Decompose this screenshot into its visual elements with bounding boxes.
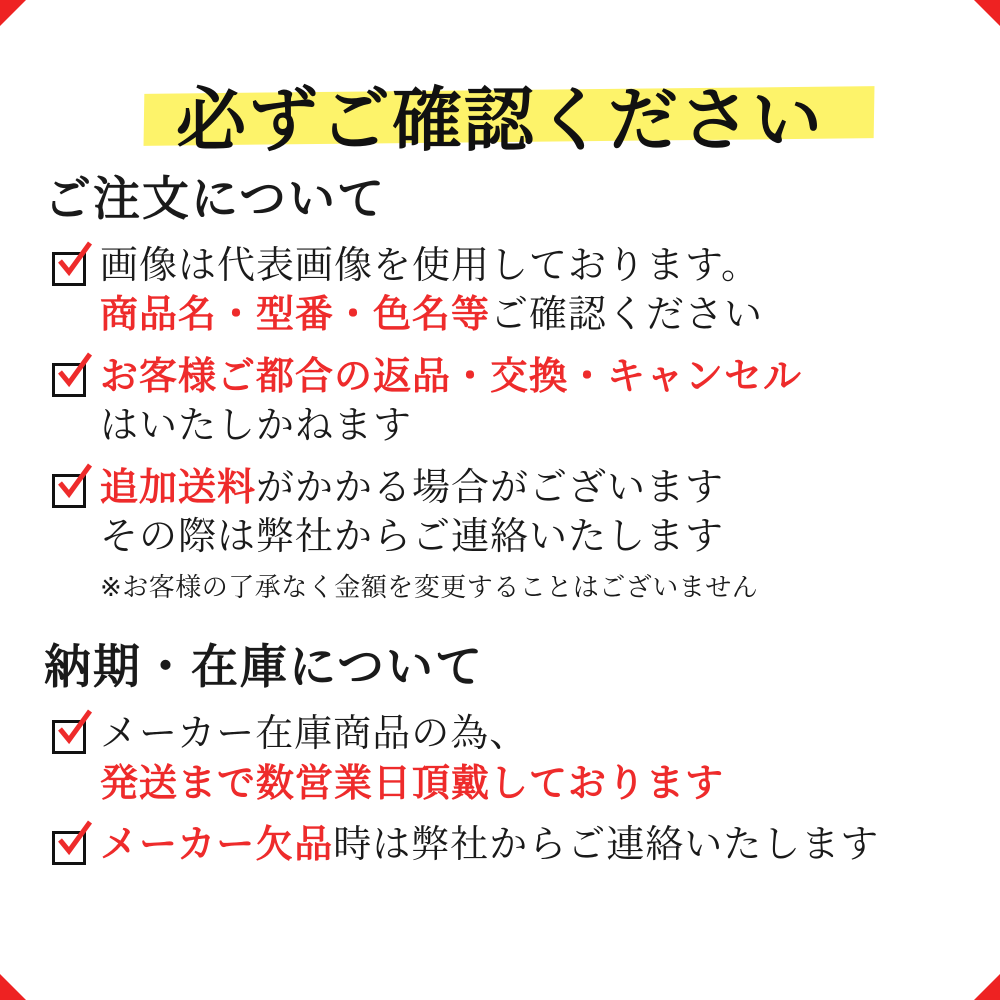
checkbox-checked-icon [50, 360, 92, 402]
check-mark-icon [54, 241, 94, 283]
list-item [50, 241, 1000, 340]
list-item [50, 463, 1000, 605]
emphasis-text: 追加送料 [100, 464, 257, 509]
list-item-line [100, 463, 1000, 512]
plain-text: がかかる場合がございます [256, 464, 725, 509]
emphasis-text: 商品名・型番・色名等 [100, 292, 491, 337]
corner-accent-top-right [974, 0, 1000, 26]
plain-text: 時は弊社からご連絡いたします [333, 822, 880, 867]
list-item [50, 709, 1000, 808]
list-item-line: メーカー在庫商品の為、 [100, 711, 529, 756]
check-mark-icon [54, 709, 94, 751]
list-item-line [100, 820, 1000, 869]
list-item-text [100, 709, 1000, 808]
list-item-line: その際は弊社からご連絡いたします [100, 513, 725, 558]
list-item-note: ※お客様の了承なく金額を変更することはございません [100, 573, 759, 604]
list-item-line: はいたしかねます [100, 403, 413, 448]
list-item-line: 発送まで数営業日頂戴しております [100, 760, 725, 805]
emphasis-text: メーカー欠品 [100, 822, 334, 867]
page-title-wrap [0, 40, 1000, 161]
section-heading: ご注文について [44, 172, 387, 227]
corner-accent-bottom-left [0, 974, 26, 1000]
check-mark-icon [54, 463, 94, 505]
check-mark-icon [54, 352, 94, 394]
checkbox-checked-icon [50, 249, 92, 291]
checkbox-checked-icon [50, 828, 92, 870]
page-title: 必ずご確認ください [176, 79, 824, 161]
list-item [50, 820, 1000, 870]
list-item [50, 352, 1000, 451]
list-item-line: お客様ご都合の返品・交換・キャンセル [100, 353, 803, 398]
list-item-text [100, 463, 1000, 605]
section-heading: 納期・在庫について [44, 640, 485, 696]
list-item-line: 画像は代表画像を使用しております。 [100, 243, 760, 287]
corner-accent-top-left [0, 0, 26, 26]
section-delivery-stock [0, 630, 1000, 870]
checkbox-checked-icon [50, 717, 92, 759]
list-item-text [100, 820, 1000, 869]
list-item-line [100, 290, 1000, 339]
list-item-text [100, 352, 1000, 451]
check-mark-icon [54, 820, 94, 862]
corner-accent-bottom-right [974, 974, 1000, 1000]
section-orders [0, 162, 1000, 604]
plain-text: ご確認ください [490, 292, 764, 337]
checkbox-checked-icon [50, 471, 92, 513]
list-item-text [100, 241, 1000, 340]
